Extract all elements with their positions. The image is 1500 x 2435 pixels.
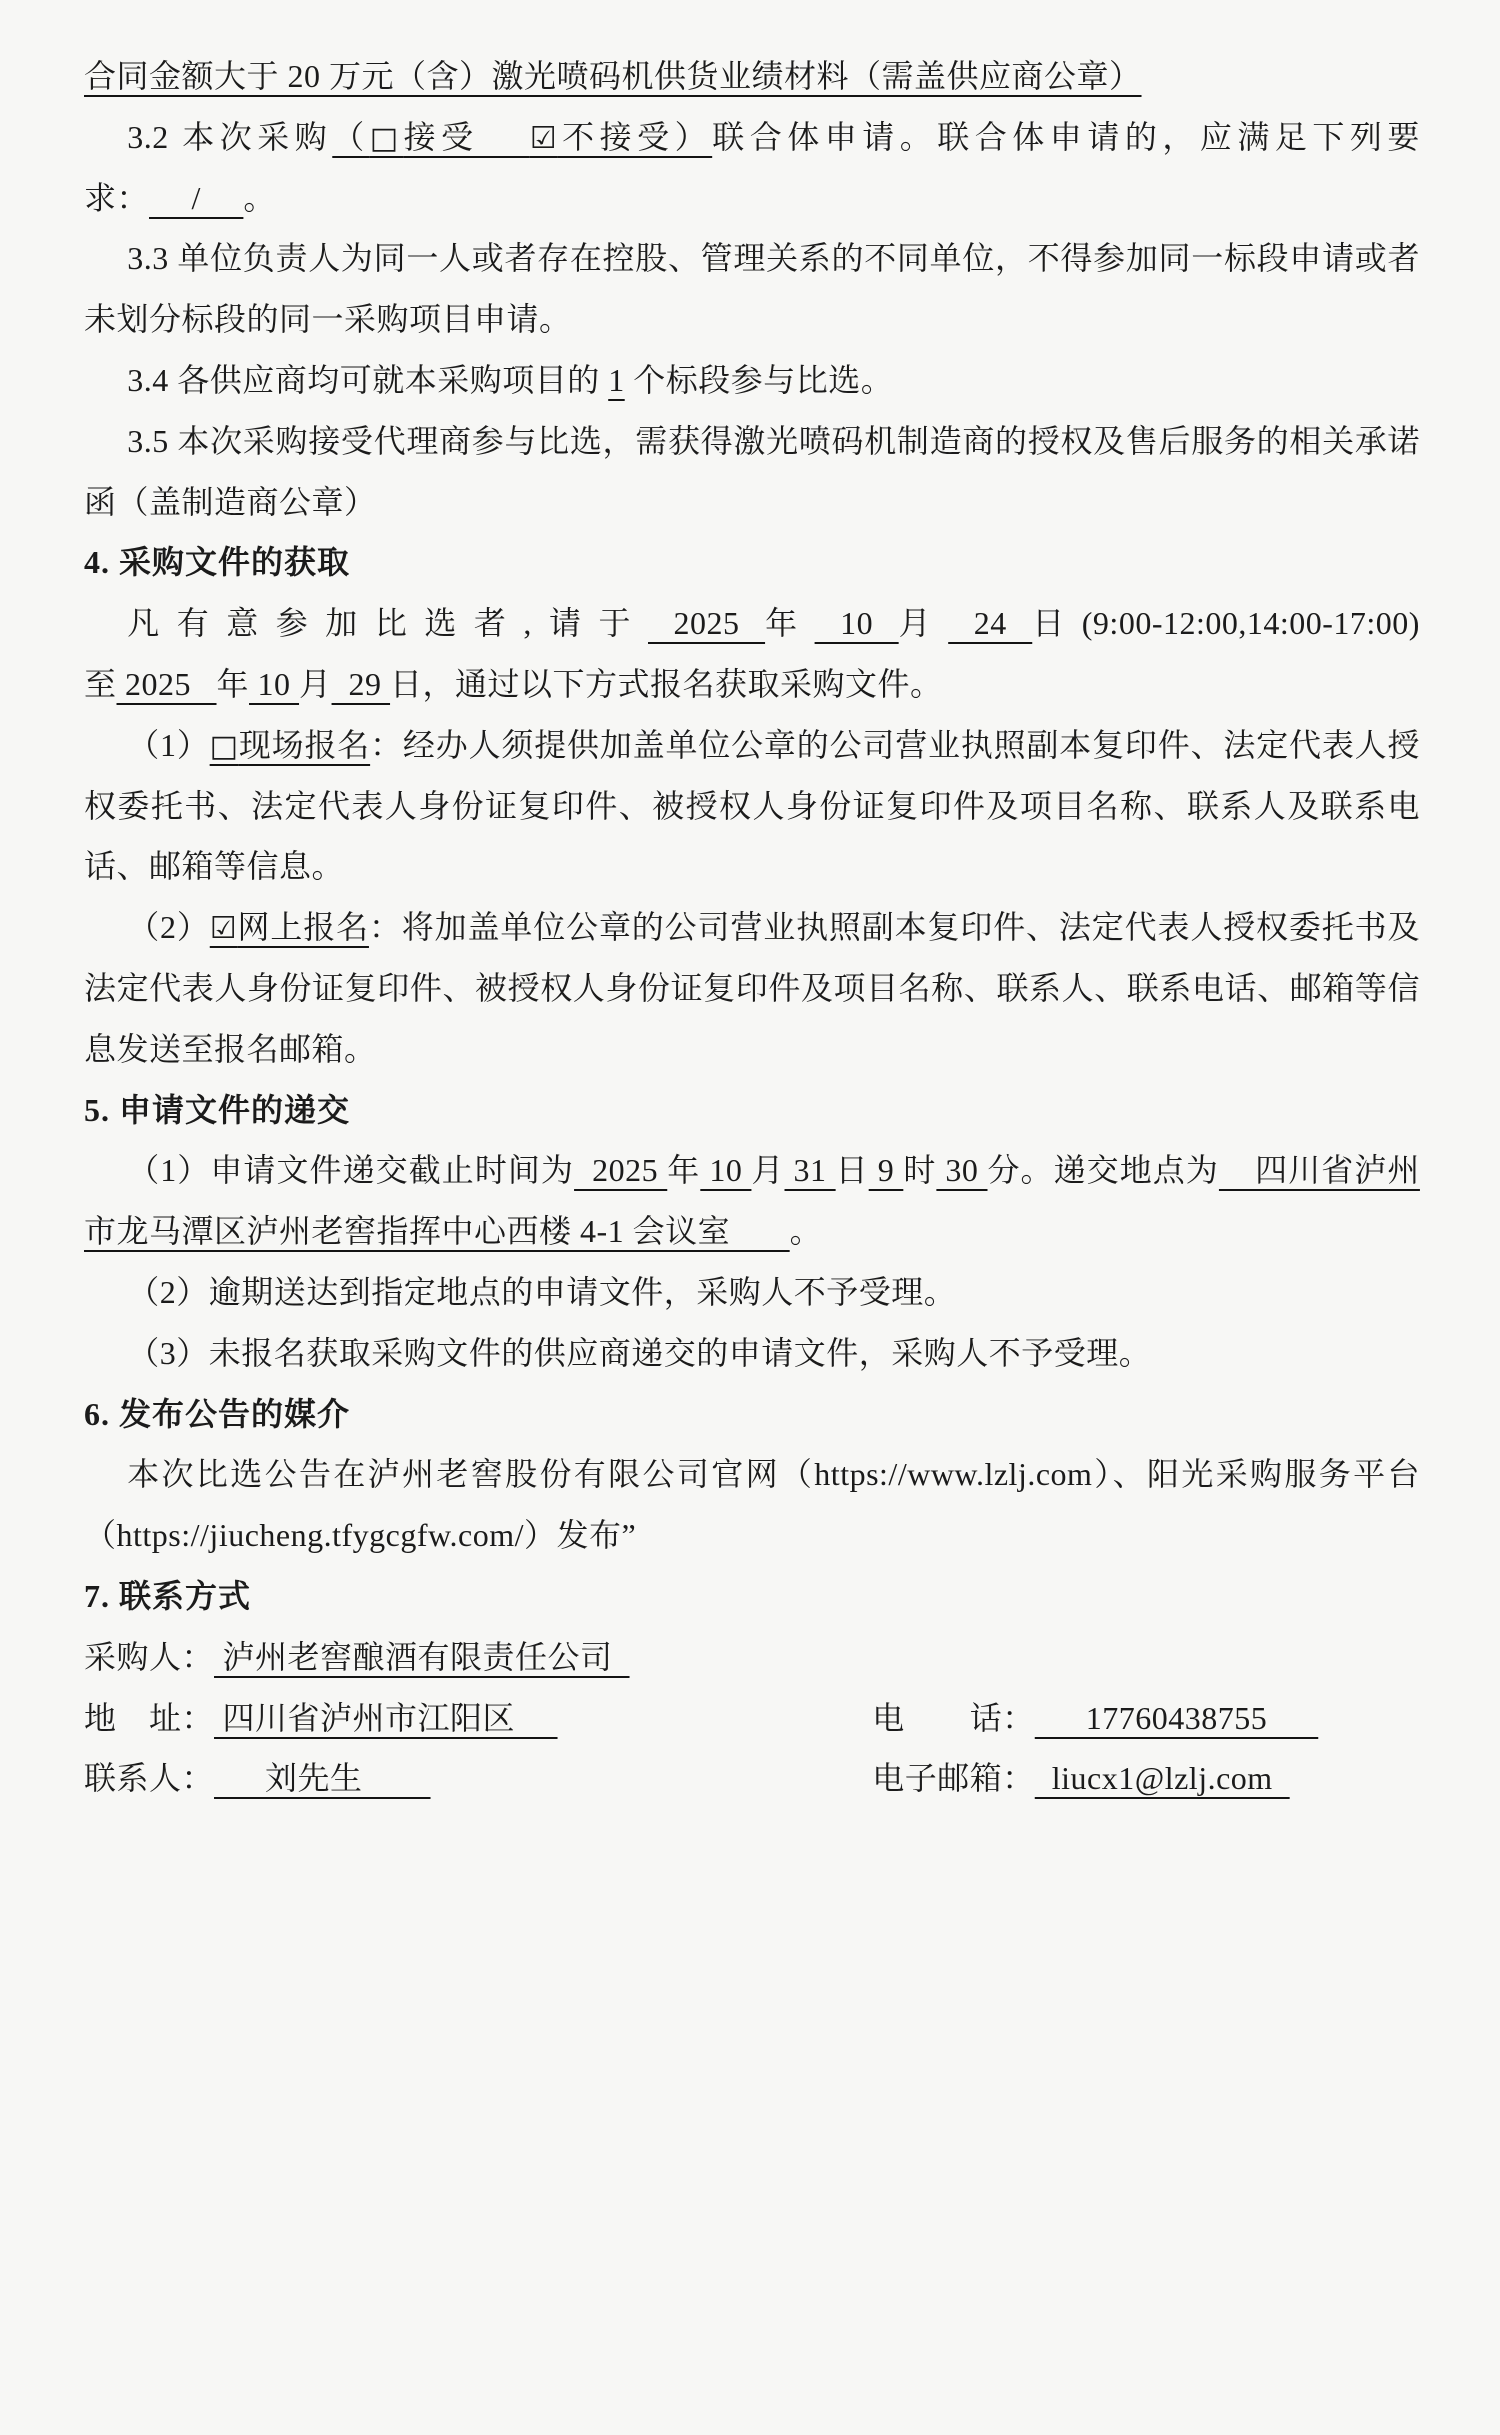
para-online-registration — [84, 897, 1420, 1079]
para-onsite-registration — [84, 715, 1420, 897]
text-run: 网上报名 — [237, 909, 369, 946]
text-run: 3.2 本次采购 — [127, 118, 333, 155]
para-announcement-media — [84, 1444, 1420, 1566]
text-run: ：经办人须提供加盖单位公章的公司营业执照副本复印件、法定代表人授权委托书、法定代表人身份证复印件、被授权人身份证复印件及项目名称、联系人及联系电话、邮箱等信息。 — [84, 726, 1420, 885]
contact-person-value: 刘先生 — [214, 1760, 431, 1797]
address-value: 四川省泸州市江阳区 — [214, 1699, 558, 1736]
section-5-heading — [84, 1080, 1420, 1141]
start-month-value: 10 — [814, 605, 899, 642]
clause-3-3 — [84, 228, 1420, 350]
text-run: 合同金额大于 20 万元（含）激光喷码机供货业绩材料（需盖供应商公章） — [84, 58, 1142, 94]
text-run: 采购人： — [84, 1638, 215, 1675]
fill-in-blank: / — [149, 179, 244, 216]
para-late-submission — [84, 1262, 1420, 1323]
text-run: 年 — [765, 605, 815, 642]
text-run: 接受 — [403, 118, 530, 155]
para-submission-deadline — [84, 1140, 1420, 1262]
text-run: 年 — [667, 1152, 701, 1189]
clause-3-4 — [84, 350, 1420, 411]
checkbox-checked-icon: ☑ — [529, 120, 558, 156]
checkbox-checked-icon: ☑ — [209, 911, 238, 947]
checkbox-unchecked-icon: □ — [209, 728, 239, 764]
text-run: 不接受） — [557, 118, 713, 155]
email-value: liucx1@lzlj.com — [1034, 1760, 1290, 1797]
submission-location-value: 四川省泸州市龙马潭区泸州老窖指挥中心西楼 4-1 会议室 — [84, 1152, 1420, 1250]
row-purchaser-cell-left — [84, 1627, 872, 1688]
row-address-phone-cell-right — [872, 1688, 1420, 1749]
text-run: ）发布” — [524, 1517, 637, 1554]
url-text: https://jiucheng.tfygcgfw.com/ — [116, 1517, 525, 1554]
text-run: （1） — [127, 726, 210, 763]
text-run: 年 — [216, 665, 250, 702]
row-purchaser — [84, 1627, 1420, 1688]
text-run: 3.3 单位负责人为同一人或者存在控股、管理关系的不同单位，不得参加同一标段申请或者未划分标段的同一采购项目申请。 — [84, 240, 1420, 338]
text-run: （ — [332, 118, 370, 155]
text-run: 。 — [789, 1213, 823, 1250]
start-year-value: 2025 — [648, 605, 766, 642]
end-day-value: 29 — [331, 665, 391, 702]
text-run: 日(9:00-12:00,14:00-17:00)至 — [84, 605, 1420, 702]
checkbox-unchecked-icon: □ — [369, 120, 404, 156]
phone-value: 17760438755 — [1034, 1699, 1319, 1736]
text-run: 联系人： — [84, 1760, 215, 1797]
purchaser-value: 泸州老窖酿酒有限责任公司 — [214, 1638, 630, 1675]
text-run: 分。递交地点为 — [987, 1152, 1219, 1189]
text-run: 4. 采购文件的获取 — [84, 544, 351, 581]
para-obtain-time — [84, 593, 1420, 715]
deadline-day-value: 31 — [784, 1152, 836, 1189]
end-year-value: 2025 — [116, 665, 217, 702]
text-run: 6. 发布公告的媒介 — [84, 1395, 351, 1432]
text-run: 3.4 各供应商均可就本采购项目的 — [127, 361, 609, 398]
text-run: 3.5 本次采购接受代理商参与比选，需获得激光喷码机制造商的授权及售后服务的相关承诺函（盖制造商公章） — [84, 422, 1420, 520]
section-4-heading — [84, 532, 1420, 593]
clause-3-5 — [84, 411, 1420, 533]
text-run: 电 话： — [872, 1699, 1035, 1736]
text-run: 日 — [835, 1152, 869, 1189]
start-day-value: 24 — [948, 605, 1033, 642]
row-contact-email — [84, 1748, 1420, 1809]
text-run: 7. 联系方式 — [84, 1577, 252, 1614]
row-address-phone-cell-left — [84, 1688, 872, 1749]
lot-count-value: 1 — [608, 361, 625, 398]
row-contact-email-cell-left — [84, 1748, 872, 1809]
section-6-heading — [84, 1384, 1420, 1445]
text-run: 月 — [299, 665, 332, 702]
text-run: 本次比选公告在泸州老窖股份有限公司官网（ — [127, 1456, 815, 1493]
text-run: 个标段参与比选。 — [624, 361, 894, 398]
url-text: https://www.lzlj.com — [814, 1456, 1093, 1493]
text-run: （2）逾期送达到指定地点的申请文件，采购人不予受理。 — [127, 1273, 957, 1310]
clause-3-2 — [84, 107, 1420, 229]
text-run: （2） — [127, 909, 210, 946]
text-run: 凡有意参加比选者,请于 — [127, 605, 648, 642]
text-run: 地 址： — [84, 1699, 215, 1736]
text-run: （3）未报名获取采购文件的供应商递交的申请文件，采购人不予受理。 — [127, 1334, 1152, 1371]
row-contact-email-cell-right — [872, 1748, 1420, 1809]
text-run: 5. 申请文件的递交 — [84, 1091, 351, 1128]
text-run: 月 — [751, 1152, 785, 1189]
row-address-phone — [84, 1688, 1420, 1749]
section-7-heading — [84, 1566, 1420, 1627]
text-run: ：将加盖单位公章的公司营业执照副本复印件、法定代表人授权委托书及法定代表人身份证复印件、被授权人身份证复印件及项目名称、联系人、联系电话、邮箱等信息发送至报名邮箱。 — [84, 909, 1420, 1067]
text-run: 现场报名 — [238, 726, 371, 763]
text-run: 日，通过以下方式报名获取采购文件。 — [390, 665, 943, 702]
para-unregistered-submission — [84, 1323, 1420, 1384]
end-month-value: 10 — [249, 665, 300, 702]
text-run: 时 — [903, 1152, 937, 1189]
text-run: 联合体申请。联合体申请的，应满足下列要求： — [84, 118, 1420, 216]
deadline-month-value: 10 — [700, 1152, 752, 1189]
text-run: 。 — [243, 179, 276, 216]
deadline-year-value: 2025 — [574, 1152, 668, 1189]
text-run: （1）申请文件递交截止时间为 — [127, 1152, 575, 1189]
continuation-line — [84, 46, 1420, 107]
deadline-minute-value: 30 — [936, 1152, 988, 1189]
text-run: 电子邮箱： — [872, 1760, 1035, 1797]
text-run: 月 — [898, 605, 949, 642]
text-run: ）、阳光采购服务平台（ — [84, 1456, 1420, 1554]
deadline-hour-value: 9 — [868, 1152, 904, 1189]
